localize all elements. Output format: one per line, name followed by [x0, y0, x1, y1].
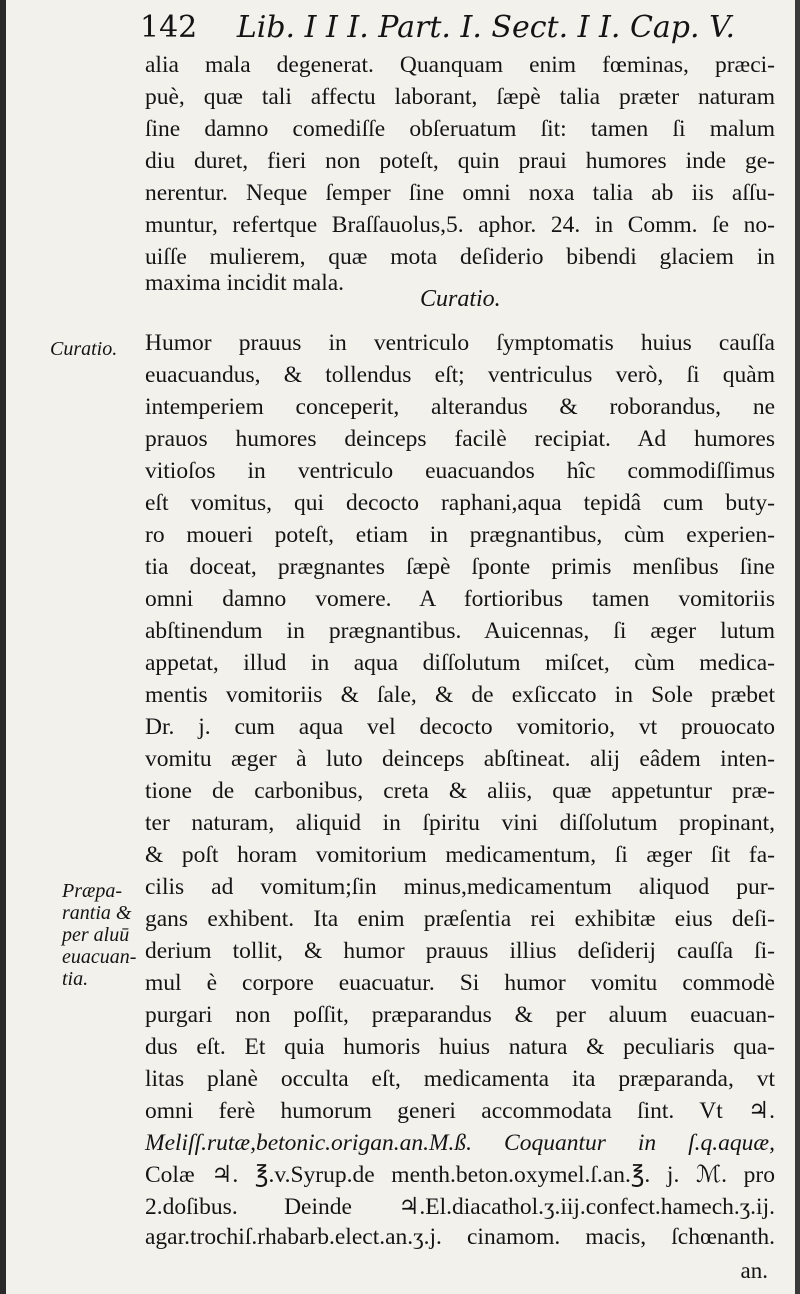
text-line: derium tollit, & humor prauus illius deſiderij cauſſa ſi-	[145, 938, 775, 964]
text-line: ter naturam, aliquid in ſpiritu vini diſſolutum propinant,	[145, 810, 775, 836]
text-line: appetat, illud in aqua diſſolutum miſcet, cùm medica-	[145, 650, 775, 676]
text-line: intemperiem conceperit, alterandus & roborandus, ne	[145, 394, 775, 420]
text-line: dus eſt. Et quia humoris huius natura & peculiaris qua-	[145, 1034, 775, 1060]
text-line: litas planè occulta eſt, medicamenta ita præparanda, vt	[145, 1066, 775, 1092]
text-line: omni damno vomere. A fortioribus tamen vomitoriis	[145, 586, 775, 612]
section-heading: Curatio.	[420, 286, 501, 312]
text-line: Colæ ♃. ℥.v.Syrup.de menth.beton.oxymel.ſ.an.℥. j. ℳ. pro	[145, 1162, 775, 1188]
text-line: 2.doſibus. Deinde ♃.El.diacathol.ʒ.iij.confect.hamech.ʒ.ij.	[145, 1194, 775, 1220]
catchword: an.	[740, 1258, 768, 1283]
text-line: vitioſos in ventriculo euacuandos hîc commodiſſimus	[145, 458, 775, 484]
text-line: muntur, refertque Braſſauolus,5. aphor. 24. in Comm. ſe no-	[145, 212, 775, 238]
text-line: Meliſſ.rutæ,betonic.origan.an.M.ß. Coquantur in ſ.q.aquæ,	[145, 1130, 775, 1156]
text-line: gans exhibent. Ita enim præſentia rei exhibitæ eius deſi-	[145, 906, 775, 932]
page-edge-right	[795, 0, 800, 1294]
text-line: Humor prauus in ventriculo ſymptomatis huius cauſſa	[145, 330, 775, 356]
text-line: vomitu æger à luto deinceps abſtineat. alij eâdem inten-	[145, 746, 775, 772]
text-line: prauos humores deinceps facilè recipiat. Ad humores	[145, 426, 775, 452]
text-line: cilis ad vomitum;ſin minus,medicamentum aliquod pur-	[145, 874, 775, 900]
text-line: agar.trochiſ.rhabarb.elect.an.ʒ.j. cinamom. macis, ſchœnanth.	[145, 1224, 775, 1250]
text-line: ſine damno comediſſe obſeruatum ſit: tamen ſi malum	[145, 116, 775, 142]
margin-note: Curatio.	[50, 338, 118, 360]
text-line: Dr. j. cum aqua vel decocto vomitorio, vt prouocato	[145, 714, 775, 740]
text-line: diu duret, fieri non poteſt, quin praui humores inde ge-	[145, 148, 775, 174]
text-line: mul è corpore euacuatur. Si humor vomitu commodè	[145, 970, 775, 996]
text-line: uiſſe mulierem, quæ mota deſiderio bibendi glaciem in	[145, 244, 775, 270]
text-line: alia mala degenerat. Quanquam enim fœminas, præci-	[145, 52, 775, 78]
text-line: abſtinendum in prægnantibus. Auicennas, ſi æger lutum	[145, 618, 775, 644]
text-line: nerentur. Neque ſemper ſine omni noxa talia ab iis aſſu-	[145, 180, 775, 206]
text-line: mentis vomitoriis & ſale, & de exſiccato in Sole præbet	[145, 682, 775, 708]
running-header	[140, 6, 780, 50]
page-edge-left	[0, 0, 6, 1294]
page-number: 142	[140, 10, 198, 45]
text-line: omni ferè humorum generi accommodata ſint. Vt ♃.	[145, 1098, 775, 1124]
text-line: ro moueri poteſt, etiam in prægnantibus, cùm experien-	[145, 522, 775, 548]
text-line: & poſt horam vomitorium medicamentum, ſi æger ſit fa-	[145, 842, 775, 868]
text-line: puè, quæ tali affectu laborant, ſæpè talia præter naturam	[145, 84, 775, 110]
text-line: eſt vomitus, qui decocto raphani,aqua tepidâ cum buty-	[145, 490, 775, 516]
text-line: maxima incidit mala.	[145, 270, 345, 296]
text-line: euacuandus, & tollendus eſt; ventriculus verò, ſi quàm	[145, 362, 775, 388]
running-title: Lib. I I I. Part. I. Sect. I I. Cap. V.	[236, 10, 736, 45]
text-line: tione de carbonibus, creta & aliis, quæ appetuntur præ-	[145, 778, 775, 804]
margin-note: Præpa- rantia & per aluū euacuan- tia.	[62, 880, 137, 990]
text-line: purgari non poſſit, præparandus & per aluum euacuan-	[145, 1002, 775, 1028]
text-line: tia doceat, prægnantes ſæpè ſponte primis menſibus ſine	[145, 554, 775, 580]
